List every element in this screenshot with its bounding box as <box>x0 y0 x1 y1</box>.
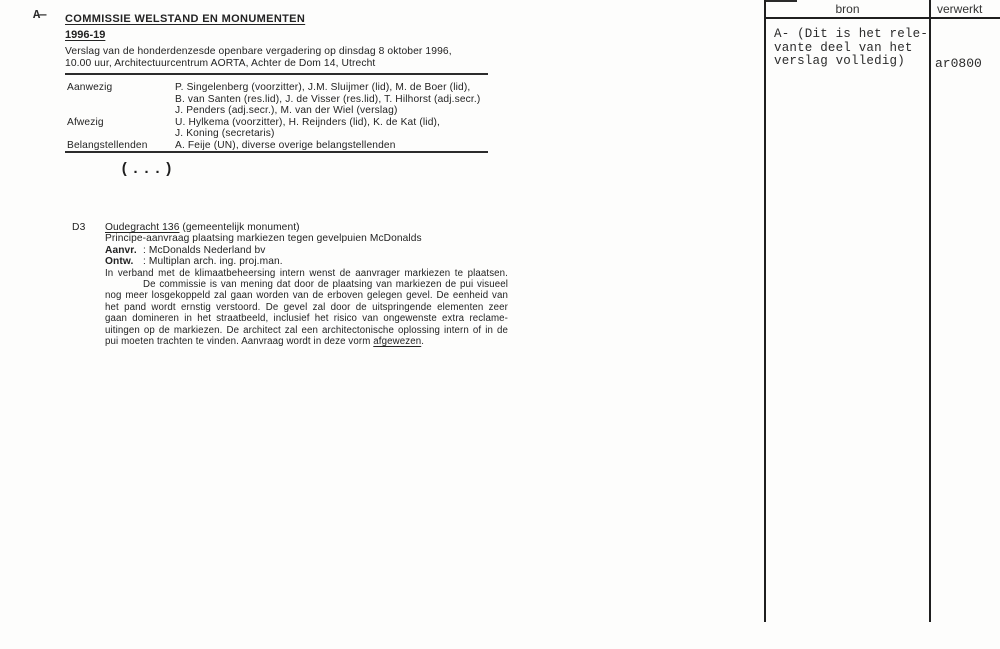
attendance-line: J. Penders (adj.secr.), M. van der Wiel (verslag) <box>175 105 398 117</box>
register-left-rule <box>764 0 766 622</box>
document-case-number: 1996-19 <box>65 29 106 41</box>
agenda-item-text-line: De commissie is van mening dat door de plaatsing van markiezen de pui visueel <box>143 279 508 291</box>
decision-word: afgewezen <box>373 336 422 348</box>
register-header-rule <box>764 17 1000 19</box>
agenda-item-intro: In verband met de klimaatbeheersing intern wenst de aanvrager markiezen te plaatsen. <box>105 267 508 279</box>
agenda-item-text-line: het pand wordt ernstig verstoord. De gevel zal door de uitspringende elementen zeer <box>105 301 508 313</box>
register-column-divider-rule <box>929 0 931 622</box>
agenda-item-text-line: uitingen op de markiezen. De architect zal een architectonische oplossing intern of in de <box>105 324 508 336</box>
closing-period: . <box>421 336 425 348</box>
annotation-omission-mark: (...) <box>120 161 176 178</box>
attendance-values <box>175 140 507 152</box>
applicant-label: Aanvr. <box>105 244 137 256</box>
attendance-rule-top <box>65 73 488 75</box>
register-column-header-bron: bron <box>835 2 860 16</box>
designer-label: Ontw. <box>105 256 134 268</box>
document-header <box>65 13 452 69</box>
attendance-label: Afwezig <box>67 116 104 128</box>
annotation-marker-a: A— <box>33 8 46 22</box>
attendance-line: B. van Santen (res.lid), J. de Visser (res.lid), T. Hilhorst (adj.secr.) <box>175 93 481 105</box>
annotation-bron-note <box>774 28 928 69</box>
annotation-bron-note-line: vante deel van het <box>774 40 913 55</box>
agenda-item-address-line <box>105 222 508 233</box>
attendance-row-aanwezig <box>67 82 507 117</box>
annotation-bron-note-line: verslag volledig) <box>774 54 905 69</box>
designer-value: : Multiplan arch. ing. proj.man. <box>143 256 283 268</box>
attendance-line: A. Feije (UN), diverse overige belangstellenden <box>175 139 396 151</box>
attendance-line: J. Koning (secretaris) <box>175 128 275 140</box>
register-column-header-verwerkt: verwerkt <box>937 2 983 16</box>
attendance-line: U. Hylkema (voorzitter), H. Reijnders (lid), K. de Kat (lid), <box>175 116 441 128</box>
agenda-item-code: D3 <box>72 222 86 233</box>
agenda-item-subject: Principe-aanvraag plaatsing markiezen tegen gevelpuien McDonalds <box>105 233 422 245</box>
closing-text: pui moeten trachten te vinden. Aanvraag wordt in deze vorm <box>105 336 374 348</box>
attendance-list <box>67 82 507 152</box>
document-title: COMMISSIE WELSTAND EN MONUMENTEN <box>65 13 306 25</box>
annotation-verwerkt-code: ar0800 <box>935 56 982 71</box>
attendance-line: P. Singelenberg (voorzitter), J.M. Sluijmer (lid), M. de Boer (lid), <box>175 82 471 93</box>
agenda-item-text-line: gaan domineren in het straatbeeld, inclusief het risico van ongewenste extra reclame- <box>105 313 508 325</box>
attendance-label: Belangstellenden <box>67 139 148 151</box>
attendance-row-afwezig <box>67 117 507 140</box>
agenda-item-text-line: nog meer losgekoppeld zal gaan worden van de erboven gelegen gevel. De eenheid van <box>105 290 508 302</box>
document-subtitle-line2: 10.00 uur, Architectuurcentrum AORTA, Achter de Dom 14, Utrecht <box>65 57 376 69</box>
attendance-row-belangstellenden <box>67 140 507 152</box>
agenda-item-applicant <box>105 245 508 256</box>
agenda-item-address-note: (gemeentelijk monument) <box>179 222 300 233</box>
attendance-values <box>175 82 507 117</box>
document-subtitle-line1: Verslag van de honderdenzesde openbare vergadering op dinsdag 8 oktober 1996, <box>65 46 452 57</box>
attendance-label: Aanwezig <box>67 82 113 93</box>
annotation-bron-note-line: A- (Dit is het rele- <box>774 27 929 41</box>
agenda-item-designer <box>105 256 508 267</box>
applicant-value: : McDonalds Nederland bv <box>143 244 266 256</box>
attendance-values <box>175 117 507 140</box>
attendance-rule-bottom <box>65 151 488 153</box>
agenda-item-body <box>105 222 508 347</box>
agenda-item-closing-line <box>105 336 508 347</box>
agenda-item-address: Oudegracht 136 <box>105 222 180 233</box>
